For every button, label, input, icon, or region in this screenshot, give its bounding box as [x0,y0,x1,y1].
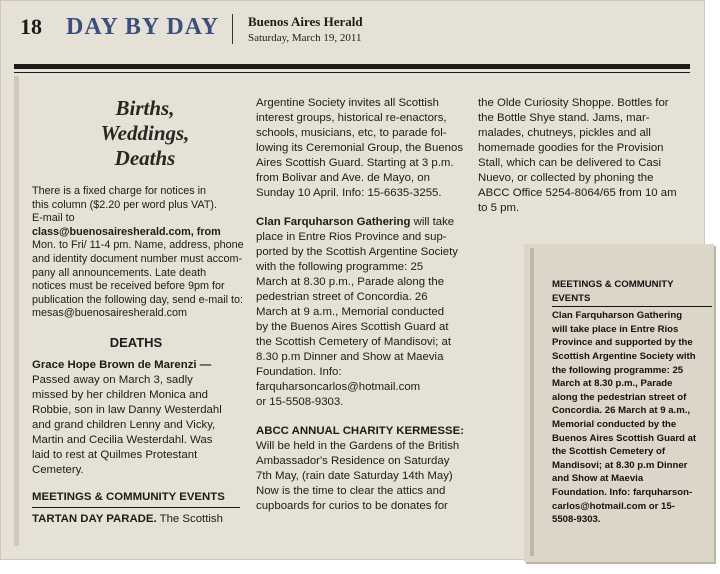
headline-line: Deaths [114,146,176,170]
column-3 [478,96,694,216]
clan-title: Clan Farquharson Gathering [256,216,411,228]
mesas-email-link[interactable]: mesas@buenosairesherald.com [32,307,187,320]
text-line: to 5 pm. [478,202,520,214]
text-line: Robbie, son in law Danny Westerdahl [32,403,222,416]
text-line: Sunday 10 April. Info: 15-6635-3255. [256,187,442,199]
text-line: Foundation. Info: [256,366,342,378]
text-line: lowing its Ceremonial Group, the Buenos [256,142,464,154]
text-line: missed by her children Monica and [32,388,209,401]
text-line: pedestrian street of Concordia. 26 [256,291,428,303]
obituary-name: Grace Hope Brown de Marenzi — [32,358,212,371]
text-line: Concordia. 26 March at 9 a.m., [552,405,691,417]
text-line: March at 8.30 p.m., Parade along the [256,276,445,288]
text-fragment: The Scottish [156,512,223,525]
text-line: Buenos Aires Scottish Guard at [552,432,697,444]
text-line: will take place in Entre Rios [552,323,679,335]
text-line: cupboards for curios to be donates for [256,500,448,512]
text-line: ABCC Office 5254-8064/65 from 10 am [478,187,677,199]
text-line: E-mail to [32,212,75,225]
text-line: 8.30 p.m Dinner and Show at Maevia [256,351,444,363]
page-number: 18 [20,14,42,39]
text-line: 7th May, (rain date Saturday 14th May) [256,470,453,482]
side-events-heading [552,278,712,307]
clan-first-line [256,215,462,230]
text-line: the Scottish Cemetery of Mandisovi; at [256,336,451,348]
text-line: the following programme: 25 [552,364,684,376]
text-line: publication the following day, send e-mail to: [32,293,244,306]
text-line: by the Buenos Aires Scottish Guard at [256,321,449,333]
text-line: this column ($2.20 per word plus VAT). [32,198,218,211]
column-1 [32,96,244,527]
text-line: March at 9 a.m., Memorial conducted [256,306,445,318]
classifieds-email-link[interactable]: class@buenosairesherald.com, from [32,225,221,238]
text-line: from Bolivar and Ave. de Mayo, on [256,172,430,184]
notice-terms [32,185,244,321]
publication-date: Saturday, March 19, 2011 [248,32,362,44]
text-line: Aires Scottish Guard. Starting at 3 p.m. [256,157,454,169]
text-line: Mon. to Fri/ 11-4 pm. Name, address, phone [32,239,244,252]
side-clan-item [552,309,712,527]
text-line: Stall, which can be delivered to Casi [478,157,661,169]
text-line: the Olde Curiosity Shoppe. Bottles for [478,97,669,109]
text-line: Martin and Cecilia Westerdahl. Was [32,433,213,446]
clan-farquharson-item [256,215,462,410]
headline-line: Weddings, [100,121,190,145]
side-clipping-text [552,278,712,527]
masthead-divider [232,14,233,44]
text-line: Cemetery. [32,463,84,476]
text-line: Now is the time to clear the attics and [256,485,446,497]
text-line: pany all announcements. Late death [32,266,207,279]
side-clipping-edge [530,248,534,556]
events-heading: MEETINGS & COMMUNITY EVENTS [32,490,240,508]
tartan-day-continued [256,96,462,201]
text-fragment: will take [413,216,455,228]
text-line: or 15-5508-9303. [256,396,344,408]
kermesse-item [256,424,462,514]
text-line: and grand children Lenny and Vicky, [32,418,216,431]
header-rule-thick [14,64,690,69]
notices-headline [32,96,240,171]
text-line: There is a fixed charge for notices in [32,185,207,197]
text-line: laid to rest at Quilmes Protestant [32,448,198,461]
text-line: March at 8.30 p.m., Parade [552,378,673,390]
text-line: Ambassador's Residence on Saturday [256,455,450,467]
headline-line: Births, [115,96,175,120]
text-line: Scottish Argentine Society with [552,350,696,362]
text-line: ported by the Scottish Argentine Society [256,246,458,258]
text-line: notices must be received before 9pm for [32,280,225,293]
text-line: Nuevo, or collected by phoning the [478,172,654,184]
text-line: Argentine Society invites all Scottish [256,97,439,109]
text-line: interest groups, historical re-enactors, [256,112,447,124]
heading-line: MEETINGS & COMMUNITY [552,279,674,290]
tartan-day-title: TARTAN DAY PARADE. [32,512,157,525]
text-line: schools, musicians, etc, to parade fol- [256,127,447,139]
section-title: DAY BY DAY [66,14,220,40]
adjacent-page-edge [14,76,19,546]
column-2 [256,96,462,514]
text-line: homemade goodies for the Provision [478,142,664,154]
text-line: with the following programme: 25 [256,261,424,273]
text-line: place in Entre Rios Province and sup- [256,231,447,243]
text-line: along the pedestrian street of [552,391,687,403]
text-line: Foundation. Info: farquharson- [552,486,693,498]
publication-name: Buenos Aires Herald [248,14,363,29]
text-line: carlos@hotmail.com or 15- [552,500,675,512]
text-line: 5508-9303. [552,514,601,526]
farquharson-email-link[interactable]: farquharsoncarlos@hotmail.com [256,381,421,393]
text-line: Province and supported by the [552,337,693,349]
text-line: the Scottish Cemetery of [552,446,666,458]
heading-line: EVENTS [552,292,591,304]
text-line: Passed away on March 3, sadly [32,373,193,386]
text-line: the Bottle Shye stand. Jams, mar- [478,112,650,124]
text-line: Will be held in the Gardens of the British [256,440,460,452]
obituary [32,358,240,478]
text-line: Memorial conducted by the [552,418,677,430]
kermesse-title: ABCC ANNUAL CHARITY KERMESSE: [256,425,464,437]
tartan-day-intro [32,512,240,527]
header-rule-thin [14,72,690,73]
text-line: Clan Farquharson Gathering [552,310,683,322]
text-line: malades, chutneys, pickles and all [478,127,651,139]
text-line: and identity document number must accom- [32,252,243,265]
text-line: Mandisovi; at 8.30 p.m Dinner [552,459,688,471]
deaths-heading: DEATHS [109,334,163,350]
text-line: and Show at Maevia [552,473,644,485]
